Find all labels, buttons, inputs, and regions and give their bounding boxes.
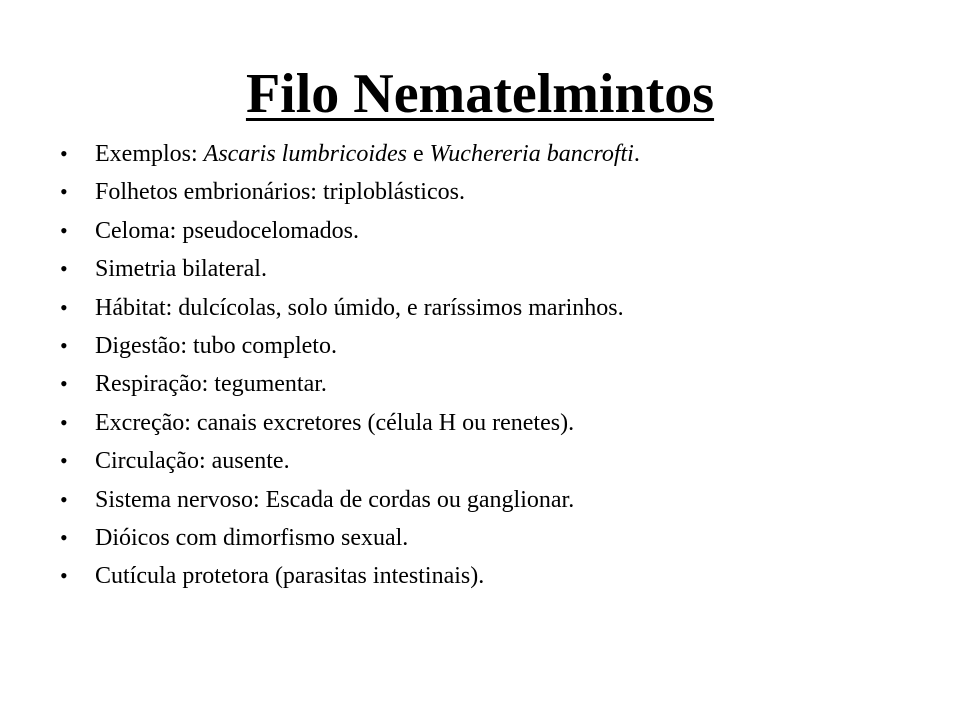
bullet-text-suffix: . xyxy=(633,141,640,167)
bullet-item-dioicos xyxy=(60,524,920,552)
bullet-icon: • xyxy=(60,256,68,282)
bullet-item-folhetos xyxy=(60,178,920,206)
bullet-text: Hábitat: dulcícolas, solo úmido, e raríssimos marinhos. xyxy=(95,294,624,321)
bullet-icon: • xyxy=(60,448,68,474)
bullet-item-celoma xyxy=(60,217,920,245)
bullet-icon: • xyxy=(60,332,68,358)
bullet-icon: • xyxy=(60,179,68,205)
bullet-item-exemplos xyxy=(60,140,920,168)
bullet-text-conjunction: e xyxy=(406,141,430,167)
bullet-text: Simetria bilateral. xyxy=(95,256,267,283)
bullet-icon: • xyxy=(60,371,68,397)
bullet-icon: • xyxy=(60,563,68,589)
bullet-text: Celoma: pseudocelomados. xyxy=(95,217,359,244)
bullet-text: Dióicos com dimorfismo sexual. xyxy=(95,524,409,551)
slide-title-text: Filo Nematelmintos xyxy=(245,63,715,125)
bullet-text: Circulação: ausente. xyxy=(95,448,290,475)
bullet-icon: • xyxy=(60,217,68,243)
bullet-text: Excreção: canais excretores (célula H ou renetes). xyxy=(95,409,575,436)
bullet-item-circulacao xyxy=(60,447,920,475)
bullet-item-respiracao xyxy=(60,370,920,398)
bullet-item-excrecao xyxy=(60,409,920,437)
bullet-icon: • xyxy=(60,294,68,320)
bullet-text: Respiração: tegumentar. xyxy=(95,371,327,398)
bullet-text: Cutícula protetora (parasitas intestinais). xyxy=(95,563,485,590)
bullet-item-habitat xyxy=(60,294,920,322)
slide-title xyxy=(0,62,960,126)
bullet-text: Sistema nervoso: Escada de cordas ou ganglionar. xyxy=(95,486,575,513)
bullet-list xyxy=(60,140,920,601)
bullet-icon: • xyxy=(60,524,68,550)
bullet-item-simetria xyxy=(60,255,920,283)
species-name-wuchereria: Wuchereria bancrofti xyxy=(429,141,634,167)
bullet-text: Digestão: tubo completo. xyxy=(95,332,337,359)
bullet-icon: • xyxy=(60,409,68,435)
bullet-item-cuticula xyxy=(60,562,920,590)
bullet-icon: • xyxy=(60,486,68,512)
bullet-icon: • xyxy=(60,141,68,166)
bullet-item-sistema-nervoso xyxy=(60,486,920,514)
bullet-text: Folhetos embrionários: triploblásticos. xyxy=(95,179,465,206)
bullet-item-digestao xyxy=(60,332,920,360)
bullet-text-prefix: Exemplos: xyxy=(95,141,204,167)
species-name-ascaris: Ascaris lumbricoides xyxy=(203,141,407,167)
